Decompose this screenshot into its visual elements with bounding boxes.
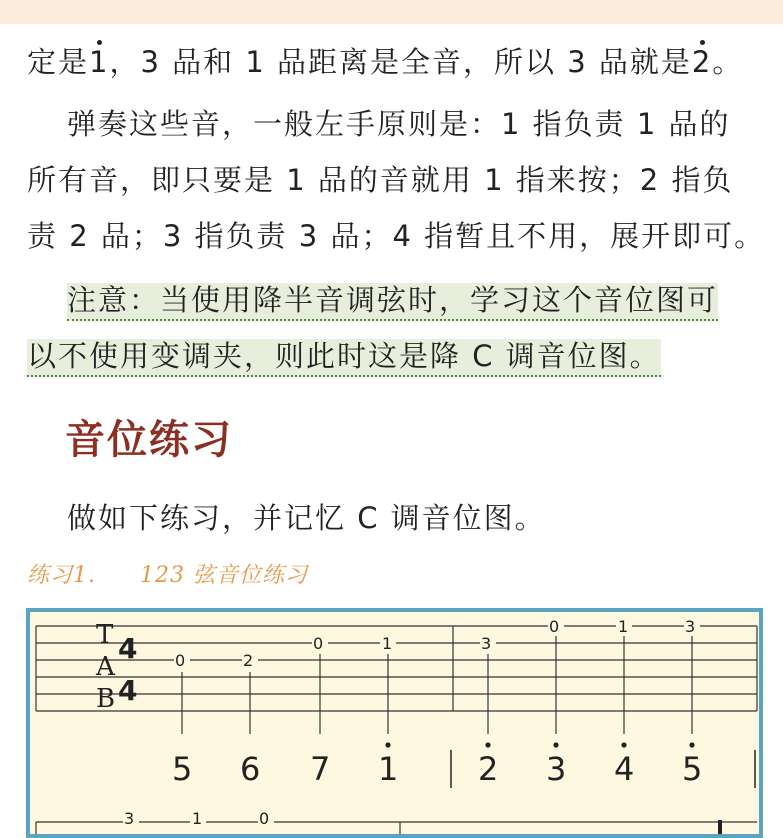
section-title: 音位练习	[65, 417, 233, 463]
fret-number: 1	[192, 809, 203, 828]
fret-number: 3	[481, 634, 492, 653]
paragraph-1-part-c: 。	[712, 45, 744, 79]
top-color-band	[0, 0, 783, 24]
fret-number: 3	[685, 617, 696, 636]
jianpu-note: 4	[614, 750, 635, 788]
jianpu-note: 5	[172, 750, 193, 788]
jianpu-note: 1	[378, 750, 399, 788]
jianpu-note: 3	[546, 750, 567, 788]
high-octave-dot	[485, 742, 490, 747]
jianpu-note: 5	[682, 750, 703, 788]
note-line-1: 注意：当使用降半音调弦时，学习这个音位图可	[27, 272, 767, 328]
tab-clef-a: A	[96, 652, 115, 682]
high-octave-dot	[553, 742, 558, 747]
exercise-title: 123 弦音位练习	[140, 563, 308, 588]
tab-clef-t: T	[96, 620, 114, 650]
note-block	[27, 272, 767, 384]
fret-number: 0	[549, 617, 560, 636]
paragraph-1	[27, 34, 767, 90]
high-dot-1: 1	[89, 34, 109, 90]
high-octave-dot	[621, 742, 626, 747]
jianpu-note: 6	[240, 750, 261, 788]
paragraph-2-line-2: 所有音，即只要是 1 品的音就用 1 指来按；2 指负	[27, 163, 734, 197]
fret-number: 0	[259, 809, 270, 828]
paragraph-2-line-1: 弹奏这些音，一般左手原则是：1 指负责 1 品的	[67, 107, 731, 141]
time-signature-bottom: 4	[118, 674, 138, 707]
fret-number: 2	[243, 651, 254, 670]
instruction-text: 做如下练习，并记忆 C 调音位图。	[67, 501, 546, 535]
exercise-label	[27, 558, 308, 589]
fret-number: 1	[618, 617, 629, 636]
jianpu-note: 7	[310, 750, 331, 788]
paragraph-2	[27, 96, 767, 264]
fret-number: 0	[175, 651, 186, 670]
tab-clef-b: B	[96, 684, 116, 714]
note-line-2: 以不使用变调夹，则此时这是降 C 调音位图。	[27, 328, 767, 384]
note-stems	[182, 636, 692, 734]
guitar-tab-frame	[26, 608, 763, 838]
tab-staff-lines-next	[36, 822, 757, 834]
paragraph-1-part-b: ，3 品和 1 品距离是全音，所以 3 品就是	[109, 45, 692, 79]
fret-number: 0	[313, 634, 324, 653]
guitar-tab-svg	[30, 612, 759, 834]
fret-number: 3	[124, 809, 135, 828]
fret-number: 1	[382, 634, 393, 653]
tab-barlines	[36, 626, 757, 711]
exercise-number: 练习1.	[27, 563, 96, 588]
high-octave-dot	[385, 742, 390, 747]
time-signature-top: 4	[118, 632, 138, 665]
paragraph-1-part-a: 定是	[27, 45, 90, 79]
high-octave-dot	[689, 742, 694, 747]
jianpu-note: 2	[478, 750, 499, 788]
tab-staff-lines	[36, 626, 757, 711]
paragraph-2-line-3: 责 2 品；3 指负责 3 品；4 指暂且不用，展开即可。	[27, 219, 766, 253]
high-dot-2: 2	[692, 34, 712, 90]
